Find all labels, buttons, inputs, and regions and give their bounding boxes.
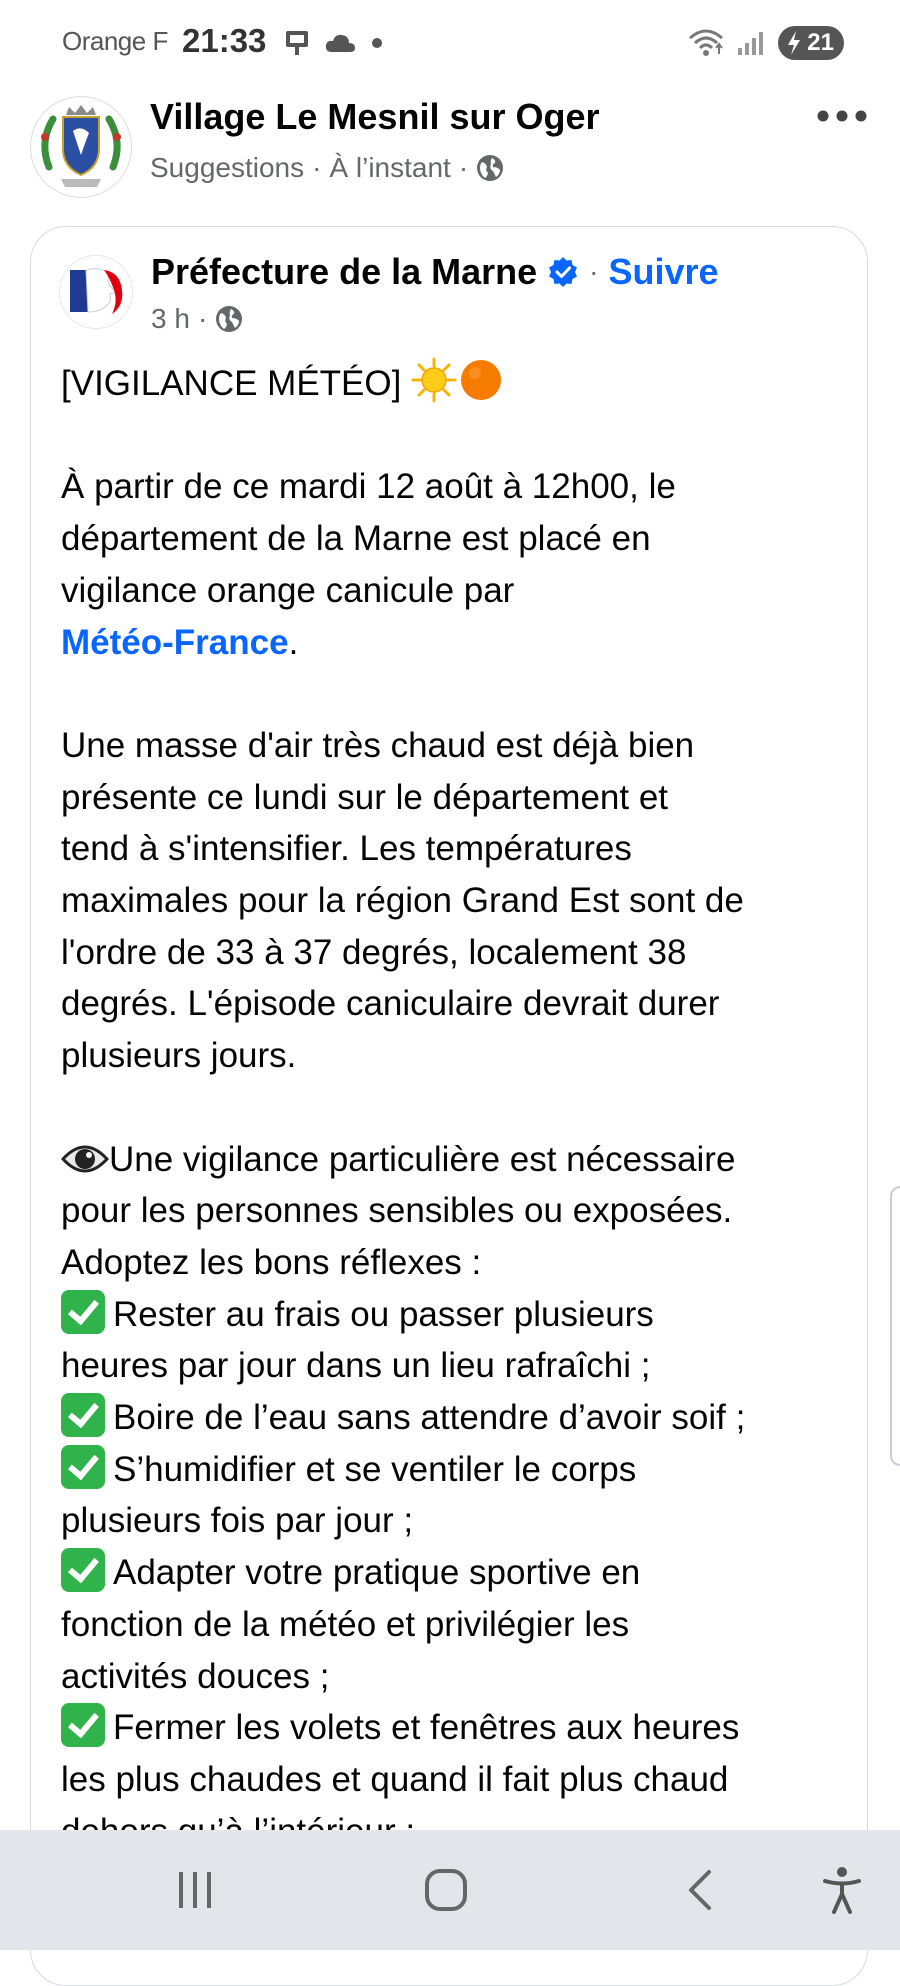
cloud-icon [324,32,356,54]
post-line: pour les personnes sensibles ou exposées. [61,1191,733,1231]
notification-dot-icon [370,36,384,50]
recent-apps-icon [173,1870,217,1910]
meta-suggestions: Suggestions [150,152,305,183]
wifi-icon [688,28,724,58]
post-line: Une masse d'air très chaud est déjà bien [61,725,695,765]
post-line: activités douces ; [61,1656,330,1696]
recent-apps-button[interactable] [165,1860,225,1920]
check-mark-emoji-icon [61,1548,105,1592]
battery-level: 21 [807,29,834,56]
post-line: présente ce lundi sur le département et [61,777,669,817]
system-nav-bar [0,1830,900,1950]
post-line: maximales pour la région Grand Est sont de [61,881,744,920]
status-carrier: Orange F [62,26,168,56]
charging-bolt-icon [786,30,802,56]
post-line: [VIGILANCE MÉTÉO] [61,357,861,410]
time-separator: · [197,303,208,334]
post-line: les plus chaudes et quand il fait plus chaud [61,1759,729,1799]
signal-icon [736,30,766,56]
check-mark-emoji-icon [61,1393,105,1437]
group-name[interactable]: Village Le Mesnil sur Oger [150,96,600,137]
check-mark-emoji-icon [61,1290,105,1334]
page-name-row [151,247,719,297]
home-button[interactable] [416,1860,476,1920]
meta-time[interactable]: À l’instant [329,152,451,183]
post-line: département de la Marne est placé en [61,519,651,559]
meteo-france-link[interactable]: Météo-France [61,622,289,662]
status-bar [0,0,900,86]
post-line: vigilance orange canicule par [61,570,515,610]
more-options-icon [816,109,868,123]
status-icons-left [284,28,384,58]
page-avatar[interactable] [59,255,133,329]
name-separator: · [589,256,599,287]
post-line: plusieurs jours. [61,1036,297,1076]
marianne-logo-icon [60,256,132,328]
accessibility-icon [822,1866,862,1914]
sun-emoji-icon [411,357,457,403]
back-icon [685,1868,715,1912]
group-crest-icon [31,97,131,197]
post-time-row [151,303,243,335]
more-options-button[interactable] [812,98,872,134]
post-line: tend à s'intensifier. Les températures [61,829,632,869]
post-line: Fermer les volets et fenêtres aux heures [61,1702,861,1754]
meta-separator: · [458,152,469,183]
post-line: l'ordre de 33 à 37 degrés, localement 38 [61,932,687,972]
verified-badge-icon [547,256,579,288]
globe-icon [215,305,243,333]
check-mark-emoji-icon [61,1445,105,1489]
shared-post-card[interactable] [30,226,868,1986]
check-mark-emoji-icon [61,1703,105,1747]
group-meta [150,152,504,184]
post-line: À partir de ce mardi 12 août à 12h00, le [61,467,676,507]
meta-separator: · [312,152,322,183]
screen-share-icon [284,29,310,57]
post-line: Adapter votre pratique sportive en [61,1547,861,1599]
status-icons-right [688,26,844,60]
post-line: Météo-France. [61,622,299,662]
accessibility-button[interactable] [812,1860,872,1920]
post-line: Boire de l’eau sans attendre d’avoir soif ; [61,1392,861,1444]
page-name[interactable]: Préfecture de la Marne [151,251,538,292]
globe-icon [476,154,504,182]
group-avatar[interactable] [30,96,132,198]
post-line: Une vigilance particulière est nécessaire [61,1134,861,1186]
post-time[interactable]: 3 h [151,303,190,334]
back-button[interactable] [670,1860,730,1920]
post-line: degrés. L'épisode caniculaire devrait durer [61,984,720,1024]
orange-circle-emoji-icon [457,357,505,403]
post-line: fonction de la météo et privilégier les [61,1604,630,1644]
follow-button[interactable]: Suivre [608,251,719,292]
post-line: Rester au frais ou passer plusieurs [61,1289,861,1341]
post-line: S’humidifier et se ventiler le corps [61,1444,861,1496]
scroll-indicator[interactable] [890,1186,900,1466]
post-line: heures par jour dans un lieu rafraîchi ; [61,1346,651,1386]
status-time: 21:33 [182,22,267,59]
post-body [61,357,861,1857]
post-line: Adoptez les bons réflexes : [61,1242,482,1282]
battery-icon [778,26,844,60]
post-line: plusieurs fois par jour ; [61,1501,414,1541]
home-icon [423,1867,469,1913]
post-header [0,92,900,204]
eye-emoji-icon [61,1139,109,1179]
